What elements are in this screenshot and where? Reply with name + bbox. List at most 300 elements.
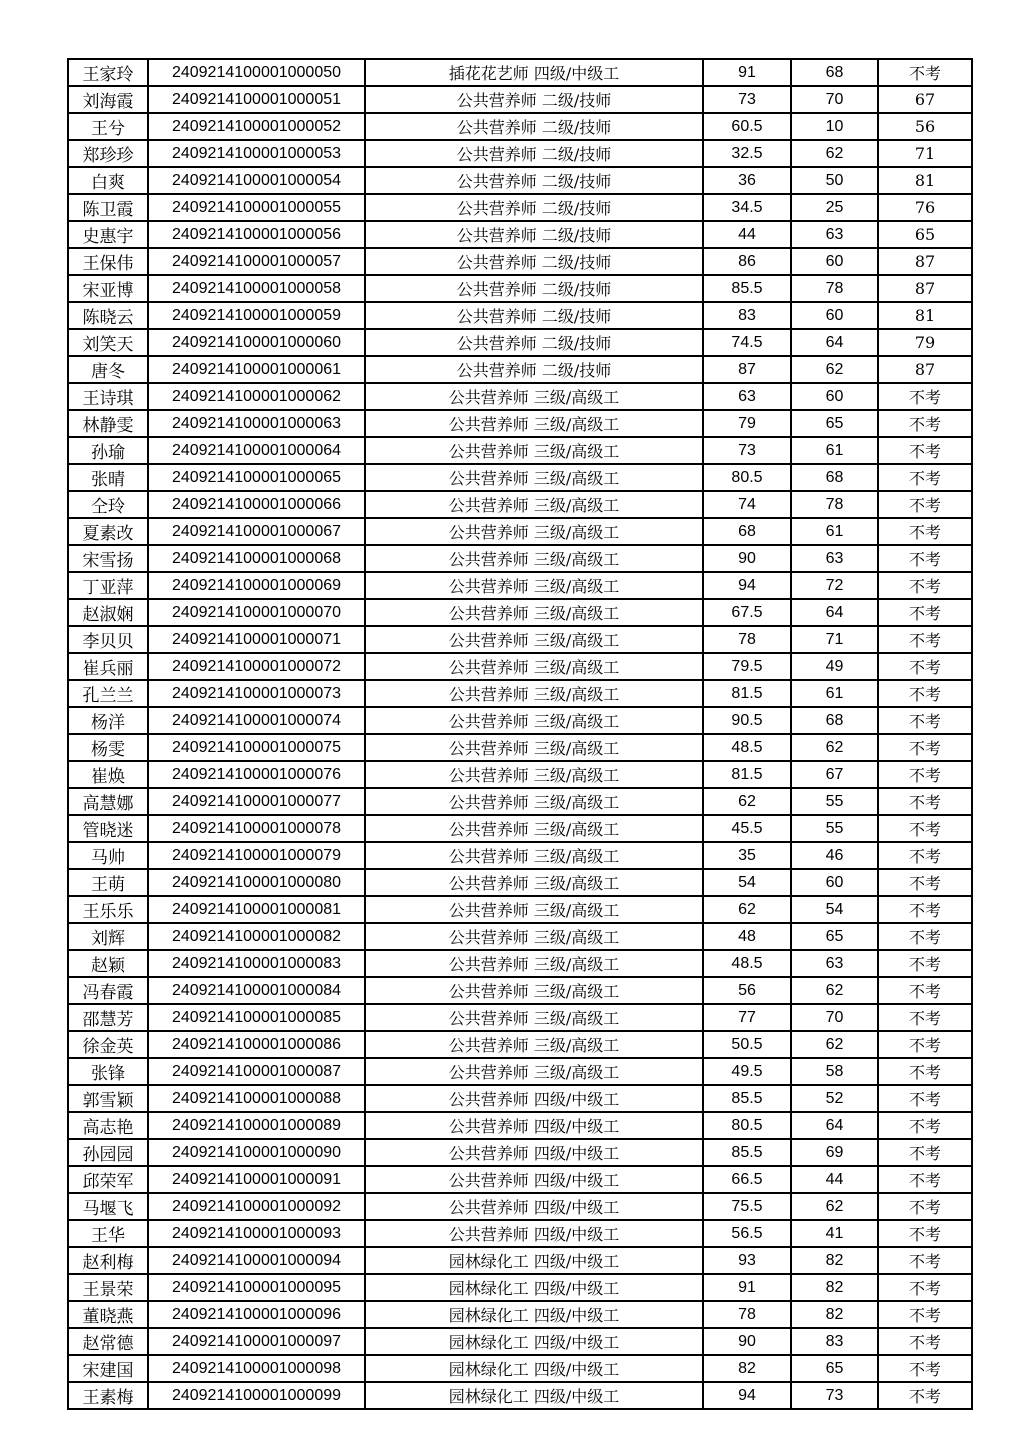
score-1-cell: 81.5 (703, 680, 791, 707)
candidate-name-cell: 史惠宇 (68, 221, 148, 248)
score-2-cell: 82 (791, 1247, 878, 1274)
score-3-cell: 不考 (878, 1166, 972, 1193)
score-2-cell: 73 (791, 1382, 878, 1409)
candidate-name-cell: 仝玲 (68, 491, 148, 518)
score-3-cell: 不考 (878, 437, 972, 464)
candidate-name-cell: 杨洋 (68, 707, 148, 734)
table-row (68, 167, 972, 194)
table-row (68, 113, 972, 140)
score-1-cell: 79.5 (703, 653, 791, 680)
occupation-level-cell: 公共营养师 三级/高级工 (365, 977, 703, 1004)
score-2-cell: 60 (791, 383, 878, 410)
ticket-number-cell: 2409214100001000097 (148, 1328, 365, 1355)
score-2-cell: 65 (791, 410, 878, 437)
score-3-cell: 不考 (878, 788, 972, 815)
occupation-level-cell: 公共营养师 二级/技师 (365, 356, 703, 383)
candidate-name-cell: 张锋 (68, 1058, 148, 1085)
score-3-cell: 不考 (878, 1301, 972, 1328)
candidate-name-cell: 王景荣 (68, 1274, 148, 1301)
score-2-cell: 62 (791, 977, 878, 1004)
candidate-name-cell: 唐冬 (68, 356, 148, 383)
score-1-cell: 73 (703, 437, 791, 464)
table-row (68, 437, 972, 464)
score-2-cell: 54 (791, 896, 878, 923)
candidate-name-cell: 崔焕 (68, 761, 148, 788)
occupation-level-cell: 公共营养师 三级/高级工 (365, 761, 703, 788)
table-row (68, 248, 972, 275)
occupation-level-cell: 公共营养师 三级/高级工 (365, 680, 703, 707)
score-1-cell: 54 (703, 869, 791, 896)
occupation-level-cell: 公共营养师 三级/高级工 (365, 950, 703, 977)
ticket-number-cell: 2409214100001000058 (148, 275, 365, 302)
score-1-cell: 50.5 (703, 1031, 791, 1058)
score-3-cell: 56 (878, 113, 972, 140)
score-2-cell: 67 (791, 761, 878, 788)
ticket-number-cell: 2409214100001000052 (148, 113, 365, 140)
candidate-name-cell: 马帅 (68, 842, 148, 869)
score-3-cell: 不考 (878, 1139, 972, 1166)
score-2-cell: 83 (791, 1328, 878, 1355)
occupation-level-cell: 公共营养师 三级/高级工 (365, 437, 703, 464)
score-1-cell: 49.5 (703, 1058, 791, 1085)
ticket-number-cell: 2409214100001000063 (148, 410, 365, 437)
score-2-cell: 82 (791, 1301, 878, 1328)
occupation-level-cell: 公共营养师 二级/技师 (365, 194, 703, 221)
table-row (68, 1085, 972, 1112)
score-3-cell: 不考 (878, 1085, 972, 1112)
table-row (68, 1328, 972, 1355)
occupation-level-cell: 公共营养师 二级/技师 (365, 248, 703, 275)
score-3-cell: 不考 (878, 383, 972, 410)
score-3-cell: 79 (878, 329, 972, 356)
score-1-cell: 94 (703, 1382, 791, 1409)
candidate-name-cell: 宋亚博 (68, 275, 148, 302)
score-2-cell: 44 (791, 1166, 878, 1193)
score-2-cell: 41 (791, 1220, 878, 1247)
score-1-cell: 74.5 (703, 329, 791, 356)
score-1-cell: 80.5 (703, 1112, 791, 1139)
table-row (68, 464, 972, 491)
candidate-name-cell: 陈卫霞 (68, 194, 148, 221)
score-1-cell: 81.5 (703, 761, 791, 788)
score-3-cell: 不考 (878, 626, 972, 653)
candidate-name-cell: 王诗琪 (68, 383, 148, 410)
score-1-cell: 91 (703, 1274, 791, 1301)
table-row (68, 1301, 972, 1328)
score-1-cell: 32.5 (703, 140, 791, 167)
score-2-cell: 64 (791, 329, 878, 356)
occupation-level-cell: 公共营养师 四级/中级工 (365, 1085, 703, 1112)
score-2-cell: 68 (791, 59, 878, 86)
score-1-cell: 83 (703, 302, 791, 329)
score-2-cell: 62 (791, 140, 878, 167)
occupation-level-cell: 园林绿化工 四级/中级工 (365, 1382, 703, 1409)
occupation-level-cell: 公共营养师 三级/高级工 (365, 1004, 703, 1031)
occupation-level-cell: 公共营养师 三级/高级工 (365, 383, 703, 410)
score-3-cell: 不考 (878, 59, 972, 86)
table-row (68, 626, 972, 653)
candidate-name-cell: 宋雪扬 (68, 545, 148, 572)
candidate-name-cell: 林静雯 (68, 410, 148, 437)
score-2-cell: 65 (791, 923, 878, 950)
occupation-level-cell: 公共营养师 三级/高级工 (365, 545, 703, 572)
score-1-cell: 34.5 (703, 194, 791, 221)
candidate-name-cell: 邱荣军 (68, 1166, 148, 1193)
score-1-cell: 67.5 (703, 599, 791, 626)
table-row (68, 275, 972, 302)
score-3-cell: 不考 (878, 599, 972, 626)
table-row (68, 1355, 972, 1382)
occupation-level-cell: 公共营养师 二级/技师 (365, 329, 703, 356)
score-2-cell: 25 (791, 194, 878, 221)
score-1-cell: 87 (703, 356, 791, 383)
score-3-cell: 不考 (878, 491, 972, 518)
score-2-cell: 62 (791, 1031, 878, 1058)
table-row (68, 869, 972, 896)
table-row (68, 491, 972, 518)
score-1-cell: 82 (703, 1355, 791, 1382)
table-body (68, 59, 972, 1409)
score-1-cell: 85.5 (703, 1139, 791, 1166)
table-row (68, 194, 972, 221)
ticket-number-cell: 2409214100001000070 (148, 599, 365, 626)
ticket-number-cell: 2409214100001000067 (148, 518, 365, 545)
table-row (68, 680, 972, 707)
candidate-name-cell: 董晓燕 (68, 1301, 148, 1328)
ticket-number-cell: 2409214100001000055 (148, 194, 365, 221)
ticket-number-cell: 2409214100001000087 (148, 1058, 365, 1085)
occupation-level-cell: 公共营养师 三级/高级工 (365, 410, 703, 437)
table-row (68, 221, 972, 248)
candidate-name-cell: 王华 (68, 1220, 148, 1247)
table-row (68, 1004, 972, 1031)
score-1-cell: 90 (703, 545, 791, 572)
candidate-name-cell: 赵利梅 (68, 1247, 148, 1274)
score-3-cell: 不考 (878, 815, 972, 842)
score-1-cell: 48 (703, 923, 791, 950)
occupation-level-cell: 公共营养师 二级/技师 (365, 275, 703, 302)
ticket-number-cell: 2409214100001000053 (148, 140, 365, 167)
score-2-cell: 52 (791, 1085, 878, 1112)
table-row (68, 59, 972, 86)
occupation-level-cell: 公共营养师 四级/中级工 (365, 1139, 703, 1166)
candidate-name-cell: 郑珍珍 (68, 140, 148, 167)
ticket-number-cell: 2409214100001000051 (148, 86, 365, 113)
table-row (68, 788, 972, 815)
table-row (68, 1220, 972, 1247)
table-row (68, 545, 972, 572)
score-2-cell: 64 (791, 1112, 878, 1139)
table-row (68, 1112, 972, 1139)
score-3-cell: 不考 (878, 1355, 972, 1382)
ticket-number-cell: 2409214100001000056 (148, 221, 365, 248)
score-3-cell: 不考 (878, 761, 972, 788)
score-3-cell: 不考 (878, 977, 972, 1004)
score-1-cell: 73 (703, 86, 791, 113)
ticket-number-cell: 2409214100001000073 (148, 680, 365, 707)
score-2-cell: 68 (791, 464, 878, 491)
ticket-number-cell: 2409214100001000078 (148, 815, 365, 842)
ticket-number-cell: 2409214100001000068 (148, 545, 365, 572)
score-3-cell: 不考 (878, 869, 972, 896)
occupation-level-cell: 公共营养师 四级/中级工 (365, 1112, 703, 1139)
score-2-cell: 60 (791, 248, 878, 275)
candidate-name-cell: 夏素改 (68, 518, 148, 545)
ticket-number-cell: 2409214100001000060 (148, 329, 365, 356)
score-2-cell: 70 (791, 86, 878, 113)
score-2-cell: 55 (791, 788, 878, 815)
score-2-cell: 63 (791, 950, 878, 977)
ticket-number-cell: 2409214100001000088 (148, 1085, 365, 1112)
table-row (68, 842, 972, 869)
candidate-name-cell: 邵慧芳 (68, 1004, 148, 1031)
score-1-cell: 93 (703, 1247, 791, 1274)
ticket-number-cell: 2409214100001000096 (148, 1301, 365, 1328)
score-2-cell: 49 (791, 653, 878, 680)
ticket-number-cell: 2409214100001000084 (148, 977, 365, 1004)
score-table (67, 58, 973, 1410)
candidate-name-cell: 刘海霞 (68, 86, 148, 113)
candidate-name-cell: 赵颖 (68, 950, 148, 977)
table-row (68, 140, 972, 167)
score-1-cell: 90 (703, 1328, 791, 1355)
ticket-number-cell: 2409214100001000090 (148, 1139, 365, 1166)
score-2-cell: 61 (791, 437, 878, 464)
ticket-number-cell: 2409214100001000064 (148, 437, 365, 464)
ticket-number-cell: 2409214100001000080 (148, 869, 365, 896)
score-3-cell: 不考 (878, 842, 972, 869)
score-2-cell: 82 (791, 1274, 878, 1301)
score-3-cell: 不考 (878, 1112, 972, 1139)
score-2-cell: 63 (791, 221, 878, 248)
occupation-level-cell: 公共营养师 二级/技师 (365, 113, 703, 140)
score-1-cell: 90.5 (703, 707, 791, 734)
occupation-level-cell: 公共营养师 三级/高级工 (365, 599, 703, 626)
score-1-cell: 77 (703, 1004, 791, 1031)
score-1-cell: 68 (703, 518, 791, 545)
score-1-cell: 56 (703, 977, 791, 1004)
occupation-level-cell: 公共营养师 三级/高级工 (365, 788, 703, 815)
table-row (68, 1382, 972, 1409)
candidate-name-cell: 王家玲 (68, 59, 148, 86)
occupation-level-cell: 插花花艺师 四级/中级工 (365, 59, 703, 86)
ticket-number-cell: 2409214100001000069 (148, 572, 365, 599)
score-3-cell: 不考 (878, 410, 972, 437)
occupation-level-cell: 园林绿化工 四级/中级工 (365, 1247, 703, 1274)
score-3-cell: 不考 (878, 1031, 972, 1058)
occupation-level-cell: 公共营养师 二级/技师 (365, 302, 703, 329)
ticket-number-cell: 2409214100001000099 (148, 1382, 365, 1409)
score-3-cell: 不考 (878, 950, 972, 977)
score-2-cell: 63 (791, 545, 878, 572)
score-2-cell: 61 (791, 518, 878, 545)
occupation-level-cell: 公共营养师 三级/高级工 (365, 869, 703, 896)
ticket-number-cell: 2409214100001000085 (148, 1004, 365, 1031)
score-1-cell: 48.5 (703, 950, 791, 977)
score-2-cell: 69 (791, 1139, 878, 1166)
occupation-level-cell: 公共营养师 四级/中级工 (365, 1193, 703, 1220)
table-row (68, 761, 972, 788)
candidate-name-cell: 王素梅 (68, 1382, 148, 1409)
ticket-number-cell: 2409214100001000062 (148, 383, 365, 410)
candidate-name-cell: 徐金英 (68, 1031, 148, 1058)
candidate-name-cell: 郭雪颖 (68, 1085, 148, 1112)
score-3-cell: 不考 (878, 1193, 972, 1220)
occupation-level-cell: 园林绿化工 四级/中级工 (365, 1301, 703, 1328)
ticket-number-cell: 2409214100001000061 (148, 356, 365, 383)
score-1-cell: 85.5 (703, 1085, 791, 1112)
score-1-cell: 75.5 (703, 1193, 791, 1220)
candidate-name-cell: 高慧娜 (68, 788, 148, 815)
candidate-name-cell: 王兮 (68, 113, 148, 140)
occupation-level-cell: 公共营养师 三级/高级工 (365, 572, 703, 599)
score-3-cell: 不考 (878, 1382, 972, 1409)
score-1-cell: 78 (703, 626, 791, 653)
candidate-name-cell: 冯春霞 (68, 977, 148, 1004)
table-row (68, 1193, 972, 1220)
candidate-name-cell: 张晴 (68, 464, 148, 491)
table-row (68, 302, 972, 329)
score-2-cell: 10 (791, 113, 878, 140)
score-3-cell: 67 (878, 86, 972, 113)
candidate-name-cell: 王萌 (68, 869, 148, 896)
score-1-cell: 60.5 (703, 113, 791, 140)
table-row (68, 653, 972, 680)
candidate-name-cell: 管晓迷 (68, 815, 148, 842)
candidate-name-cell: 陈晓云 (68, 302, 148, 329)
table-row (68, 1166, 972, 1193)
score-3-cell: 不考 (878, 923, 972, 950)
table-row (68, 329, 972, 356)
candidate-name-cell: 王保伟 (68, 248, 148, 275)
score-1-cell: 45.5 (703, 815, 791, 842)
score-3-cell: 不考 (878, 518, 972, 545)
score-3-cell: 不考 (878, 1247, 972, 1274)
occupation-level-cell: 公共营养师 三级/高级工 (365, 1031, 703, 1058)
candidate-name-cell: 杨雯 (68, 734, 148, 761)
candidate-name-cell: 刘辉 (68, 923, 148, 950)
ticket-number-cell: 2409214100001000066 (148, 491, 365, 518)
ticket-number-cell: 2409214100001000098 (148, 1355, 365, 1382)
candidate-name-cell: 赵淑娴 (68, 599, 148, 626)
ticket-number-cell: 2409214100001000079 (148, 842, 365, 869)
score-1-cell: 56.5 (703, 1220, 791, 1247)
ticket-number-cell: 2409214100001000092 (148, 1193, 365, 1220)
table-row (68, 518, 972, 545)
score-2-cell: 71 (791, 626, 878, 653)
score-3-cell: 81 (878, 302, 972, 329)
ticket-number-cell: 2409214100001000059 (148, 302, 365, 329)
occupation-level-cell: 公共营养师 三级/高级工 (365, 923, 703, 950)
score-3-cell: 不考 (878, 680, 972, 707)
occupation-level-cell: 公共营养师 三级/高级工 (365, 1058, 703, 1085)
score-3-cell: 不考 (878, 734, 972, 761)
occupation-level-cell: 公共营养师 三级/高级工 (365, 518, 703, 545)
table-row (68, 1031, 972, 1058)
ticket-number-cell: 2409214100001000086 (148, 1031, 365, 1058)
score-1-cell: 74 (703, 491, 791, 518)
ticket-number-cell: 2409214100001000095 (148, 1274, 365, 1301)
ticket-number-cell: 2409214100001000050 (148, 59, 365, 86)
table-row (68, 923, 972, 950)
table-row (68, 383, 972, 410)
occupation-level-cell: 公共营养师 二级/技师 (365, 86, 703, 113)
score-3-cell: 不考 (878, 707, 972, 734)
score-2-cell: 65 (791, 1355, 878, 1382)
occupation-level-cell: 公共营养师 四级/中级工 (365, 1166, 703, 1193)
score-2-cell: 60 (791, 302, 878, 329)
score-3-cell: 87 (878, 356, 972, 383)
score-1-cell: 85.5 (703, 275, 791, 302)
score-3-cell: 87 (878, 275, 972, 302)
score-1-cell: 86 (703, 248, 791, 275)
table-row (68, 1139, 972, 1166)
ticket-number-cell: 2409214100001000082 (148, 923, 365, 950)
ticket-number-cell: 2409214100001000081 (148, 896, 365, 923)
candidate-name-cell: 高志艳 (68, 1112, 148, 1139)
occupation-level-cell: 公共营养师 三级/高级工 (365, 707, 703, 734)
occupation-level-cell: 公共营养师 二级/技师 (365, 221, 703, 248)
candidate-name-cell: 刘笑天 (68, 329, 148, 356)
score-1-cell: 66.5 (703, 1166, 791, 1193)
table-row (68, 410, 972, 437)
occupation-level-cell: 公共营养师 三级/高级工 (365, 896, 703, 923)
occupation-level-cell: 公共营养师 二级/技师 (365, 140, 703, 167)
table-row (68, 896, 972, 923)
table-row (68, 1274, 972, 1301)
occupation-level-cell: 公共营养师 三级/高级工 (365, 815, 703, 842)
score-3-cell: 65 (878, 221, 972, 248)
table-row (68, 572, 972, 599)
occupation-level-cell: 公共营养师 四级/中级工 (365, 1220, 703, 1247)
occupation-level-cell: 公共营养师 三级/高级工 (365, 626, 703, 653)
score-2-cell: 70 (791, 1004, 878, 1031)
score-2-cell: 46 (791, 842, 878, 869)
occupation-level-cell: 园林绿化工 四级/中级工 (365, 1328, 703, 1355)
score-3-cell: 不考 (878, 1004, 972, 1031)
table-row (68, 1058, 972, 1085)
table-row (68, 599, 972, 626)
score-2-cell: 50 (791, 167, 878, 194)
candidate-name-cell: 崔兵丽 (68, 653, 148, 680)
ticket-number-cell: 2409214100001000091 (148, 1166, 365, 1193)
ticket-number-cell: 2409214100001000077 (148, 788, 365, 815)
candidate-name-cell: 孔兰兰 (68, 680, 148, 707)
score-2-cell: 62 (791, 734, 878, 761)
occupation-level-cell: 公共营养师 三级/高级工 (365, 842, 703, 869)
table-row (68, 707, 972, 734)
score-3-cell: 不考 (878, 896, 972, 923)
score-3-cell: 不考 (878, 653, 972, 680)
candidate-name-cell: 白爽 (68, 167, 148, 194)
ticket-number-cell: 2409214100001000074 (148, 707, 365, 734)
score-3-cell: 81 (878, 167, 972, 194)
candidate-name-cell: 李贝贝 (68, 626, 148, 653)
occupation-level-cell: 公共营养师 三级/高级工 (365, 464, 703, 491)
score-3-cell: 87 (878, 248, 972, 275)
score-3-cell: 不考 (878, 572, 972, 599)
score-1-cell: 91 (703, 59, 791, 86)
ticket-number-cell: 2409214100001000089 (148, 1112, 365, 1139)
occupation-level-cell: 公共营养师 三级/高级工 (365, 653, 703, 680)
table-row (68, 86, 972, 113)
score-1-cell: 94 (703, 572, 791, 599)
score-3-cell: 不考 (878, 1058, 972, 1085)
score-2-cell: 72 (791, 572, 878, 599)
score-2-cell: 68 (791, 707, 878, 734)
table-row (68, 977, 972, 1004)
ticket-number-cell: 2409214100001000071 (148, 626, 365, 653)
